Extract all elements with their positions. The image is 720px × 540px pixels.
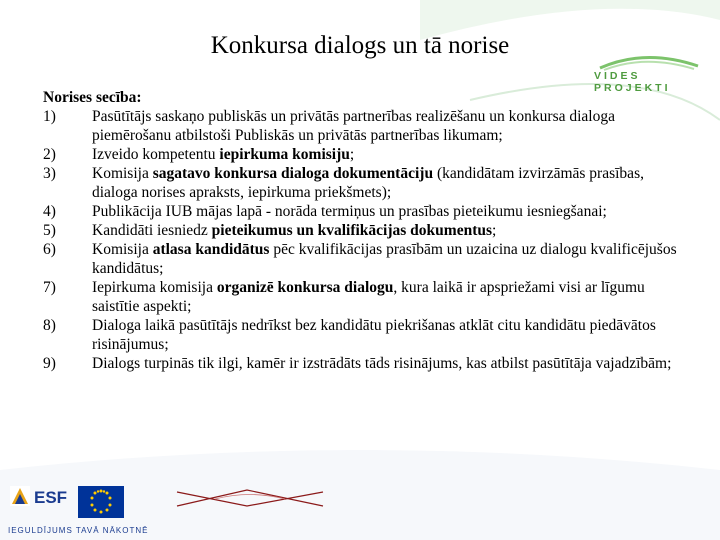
list-item-number: 3)	[43, 165, 56, 182]
steps-list	[43, 107, 683, 373]
list-item	[43, 202, 683, 221]
text-segment: Iepirkuma komisija	[92, 279, 217, 296]
list-item-number: 6)	[43, 241, 56, 258]
list-item-number: 9)	[43, 355, 56, 372]
list-item	[43, 354, 683, 373]
list-item-text	[92, 278, 683, 316]
text-segment: ;	[492, 222, 497, 239]
list-item-number: 8)	[43, 317, 56, 334]
emphasis-text: sagatavo konkursa dialoga dokumentāciju	[152, 165, 434, 182]
list-item	[43, 107, 683, 145]
emphasis-text: pieteikumus un kvalifikācijas dokumentus	[211, 222, 493, 239]
esf-slogan: IEGULDĪJUMS TAVĀ NĀKOTNĒ	[8, 526, 149, 535]
emphasis-text: iepirkuma komisiju	[219, 146, 350, 163]
list-item-number: 1)	[43, 108, 56, 125]
list-item	[43, 221, 683, 240]
list-item-number: 7)	[43, 279, 56, 296]
text-segment: Dialogs turpinās tik ilgi, kamēr ir izstrādāts tāds risinājums, kas atbilst pasūtītāja vajadzībām;	[92, 355, 672, 372]
list-item-text	[92, 107, 683, 145]
text-segment: (kandidātam izvirzāmās prasības, dialoga norises apraksts, iepirkuma priekšmets);	[92, 165, 644, 201]
list-item-number: 2)	[43, 146, 56, 163]
list-item	[43, 240, 683, 278]
text-segment: Komisija	[92, 241, 153, 258]
section-heading: Norises secība:	[43, 89, 142, 106]
text-segment: ;	[349, 146, 355, 163]
emphasis-text: organizē konkursa dialogu	[216, 279, 394, 296]
ppp-fund-logo	[175, 488, 325, 510]
list-item-text	[92, 145, 683, 164]
emphasis-text: atlasa kandidātus	[152, 241, 270, 258]
list-item-number: 4)	[43, 203, 56, 220]
text-segment: Pasūtītājs saskaņo publiskās un privātās partnerības realizēšanu un konkursa dialoga piemērošanu atbilstoši Publiskās un privātās partnerības likumam;	[92, 108, 615, 144]
text-segment: Publikācija IUB mājas lapā - norāda termiņus un prasības pieteikumu iesniegšanai;	[92, 203, 607, 220]
list-item-text	[92, 202, 683, 221]
list-item	[43, 164, 683, 202]
text-segment: Izveido kompetentu	[92, 146, 220, 163]
text-segment: Kandidāti iesniedz	[92, 222, 212, 239]
list-item-number: 5)	[43, 222, 56, 239]
eu-flag-icon	[78, 486, 124, 518]
esf-logo	[10, 484, 80, 525]
brand-name: VIDES PROJEKTI	[594, 70, 671, 94]
text-segment: Dialoga laikā pasūtītājs nedrīkst bez kandidātu piekrišanas atklāt citu kandidātu piedāvātos risinājumus;	[92, 317, 656, 353]
esf-emblem-icon	[10, 484, 80, 520]
page-title: Konkursa dialogs un tā norise	[210, 32, 510, 59]
text-segment: , kura laikā ir apspriežami visi ar līgumu saistītie aspekti;	[92, 279, 645, 315]
list-item-text	[92, 164, 683, 202]
process-steps	[43, 88, 683, 373]
esf-logo-text: ESF	[34, 488, 68, 507]
list-item	[43, 316, 683, 354]
list-item-text	[92, 221, 683, 240]
text-segment: Komisija	[92, 165, 153, 182]
list-item-text	[92, 240, 683, 278]
list-item-text	[92, 316, 683, 354]
list-item	[43, 145, 683, 164]
list-item-text	[92, 354, 683, 373]
list-item	[43, 278, 683, 316]
text-segment: pēc kvalifikācijas prasībām un uzaicina uz dialogu kvalificējušos kandidātus;	[92, 241, 677, 277]
